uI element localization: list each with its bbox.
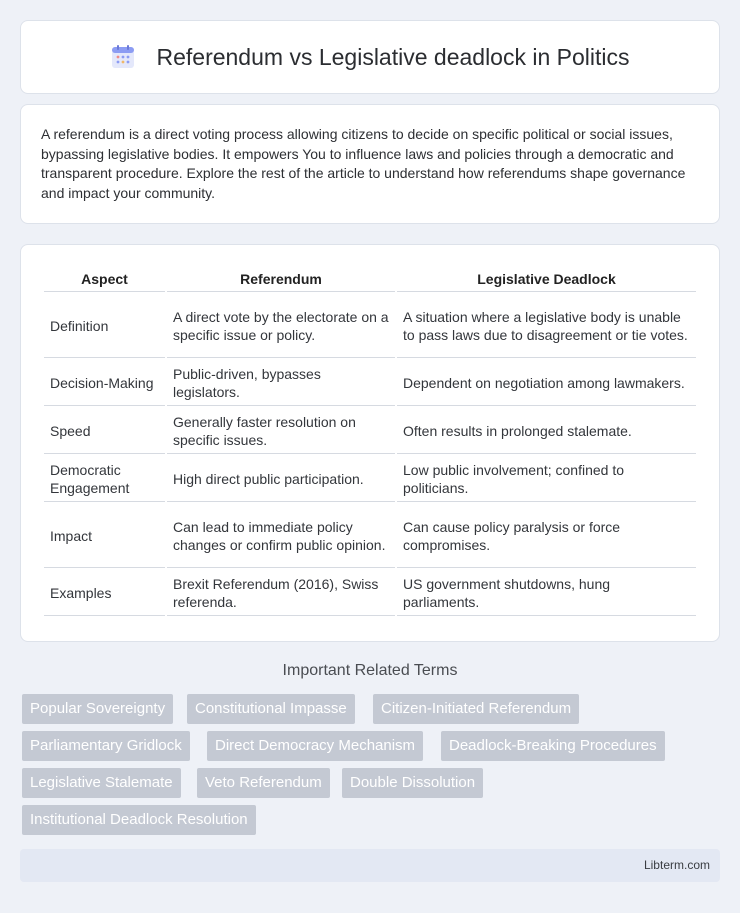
related-term-tag[interactable]: Legislative Stalemate — [22, 768, 181, 798]
page-title: Referendum vs Legislative deadlock in Politics — [156, 43, 630, 70]
cell-deadlock: A situation where a legislative body is unable to pass laws due to disagreement or tie votes. — [397, 294, 696, 358]
cell-aspect: Definition — [44, 294, 165, 358]
table-row — [44, 360, 696, 406]
cell-deadlock: Dependent on negotiation among lawmakers. — [397, 360, 696, 406]
header-legislative-deadlock: Legislative Deadlock — [397, 267, 696, 292]
intro-paragraph: A referendum is a direct voting process allowing citizens to decide on specific political or social issues, bypassing legislative bodies. It empowers You to influence laws and policies through a democratic and transparent procedure. Explore the rest of the article to understand how referendums shape governance and impact your community. — [41, 126, 686, 201]
table-header-row — [44, 267, 696, 292]
cell-aspect: Decision-Making — [44, 360, 165, 406]
intro-card — [20, 104, 720, 224]
table-row — [44, 456, 696, 502]
cell-deadlock: Often results in prolonged stalemate. — [397, 408, 696, 454]
cell-referendum: Can lead to immediate policy changes or confirm public opinion. — [167, 504, 395, 568]
related-term-tag[interactable]: Institutional Deadlock Resolution — [22, 805, 256, 835]
related-term-tag[interactable]: Citizen-Initiated Referendum — [373, 694, 579, 724]
cell-deadlock: Can cause policy paralysis or force compromises. — [397, 504, 696, 568]
related-term-tag[interactable]: Constitutional Impasse — [187, 694, 355, 724]
cell-aspect: Speed — [44, 408, 165, 454]
comparison-table — [42, 265, 698, 618]
table-row — [44, 408, 696, 454]
cell-deadlock: US government shutdowns, hung parliaments. — [397, 570, 696, 616]
cell-referendum: Generally faster resolution on specific issues. — [167, 408, 395, 454]
table-row — [44, 570, 696, 616]
title-card — [20, 20, 720, 94]
cell-deadlock: Low public involvement; confined to politicians. — [397, 456, 696, 502]
related-term-tag[interactable]: Popular Sovereignty — [22, 694, 173, 724]
related-term-tag[interactable]: Parliamentary Gridlock — [22, 731, 190, 761]
cell-aspect: Democratic Engagement — [44, 456, 165, 502]
header-aspect: Aspect — [44, 267, 165, 292]
header-referendum: Referendum — [167, 267, 395, 292]
related-term-tag[interactable]: Veto Referendum — [197, 768, 330, 798]
related-term-tag[interactable]: Direct Democracy Mechanism — [207, 731, 423, 761]
table-row — [44, 294, 696, 358]
cell-aspect: Examples — [44, 570, 165, 616]
cell-referendum: Brexit Referendum (2016), Swiss referenda. — [167, 570, 395, 616]
comparison-card — [20, 244, 720, 642]
footer-site-link[interactable]: Libterm.com — [643, 858, 710, 872]
cell-aspect: Impact — [44, 504, 165, 568]
related-term-tag[interactable]: Deadlock-Breaking Procedures — [441, 731, 665, 761]
footer — [20, 849, 720, 882]
related-term-tag[interactable]: Double Dissolution — [342, 768, 483, 798]
calendar-grid-icon — [110, 44, 136, 70]
related-terms-title: Important Related Terms — [282, 662, 458, 679]
cell-referendum: A direct vote by the electorate on a specific issue or policy. — [167, 294, 395, 358]
cell-referendum: Public-driven, bypasses legislators. — [167, 360, 395, 406]
table-row — [44, 504, 696, 568]
cell-referendum: High direct public participation. — [167, 456, 395, 502]
